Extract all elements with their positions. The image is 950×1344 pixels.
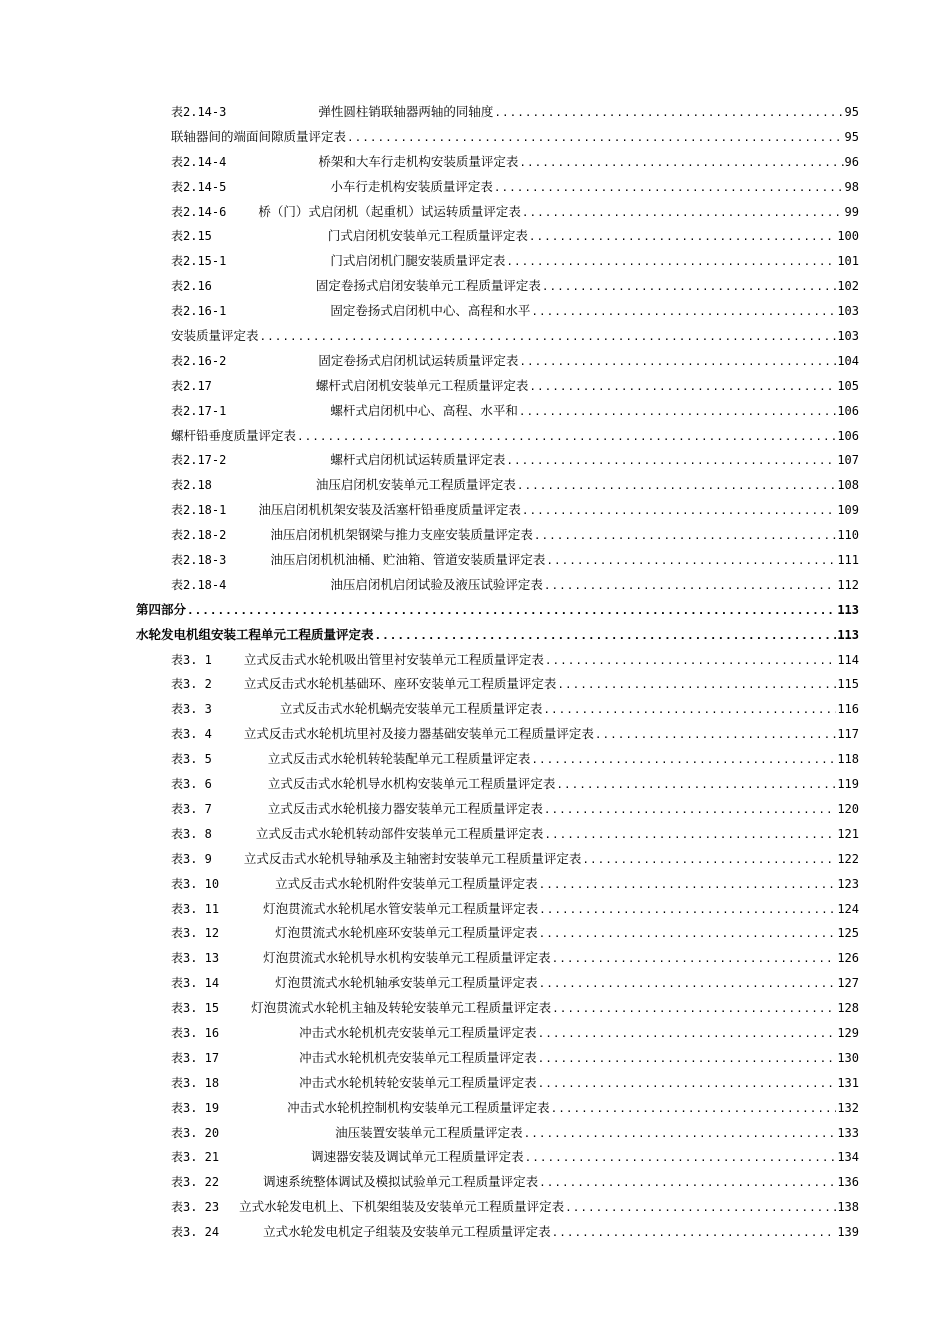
toc-entry-number: 表2.16: [171, 279, 212, 294]
toc-entry-title: 螺杆式启闭机安装单元工程质量评定表: [315, 377, 529, 393]
dot-leader: [545, 649, 836, 674]
toc-entry-page-number: 100: [837, 229, 859, 244]
toc-entry-line: [171, 1170, 859, 1196]
toc-entry-number: 表2.18-2: [171, 528, 227, 543]
toc-entry-number: 表3. 19: [171, 1100, 220, 1115]
dot-leader: [551, 1097, 837, 1122]
toc-entry-page-number: 116: [837, 702, 859, 717]
toc-entry[interactable]: [0, 523, 950, 548]
toc-entry-title: 油压启闭机机油桶、贮油箱、管道安装质量评定表: [270, 552, 546, 568]
toc-entry-number: 表2.18-4: [171, 577, 227, 592]
dot-leader: [494, 101, 843, 126]
dot-leader: [519, 350, 836, 375]
toc-entry[interactable]: [0, 897, 950, 922]
toc-entry[interactable]: [0, 399, 950, 424]
dot-leader: [538, 1072, 837, 1097]
toc-entry-line: [171, 971, 859, 997]
dot-leader: [529, 375, 836, 400]
table-of-contents: [0, 100, 950, 1245]
toc-entry-number: 表2.17-2: [171, 453, 227, 468]
toc-entry-number: 表2.14-4: [171, 154, 227, 169]
toc-entry[interactable]: [0, 1096, 950, 1121]
toc-entry-line: [171, 747, 859, 773]
toc-entry-number: 表2.18-1: [171, 503, 227, 518]
toc-entry[interactable]: [0, 324, 950, 349]
toc-entry-number: 表3. 16: [171, 1025, 220, 1040]
toc-entry-page-number: 106: [837, 403, 859, 418]
toc-entry-line: [171, 175, 859, 201]
toc-entry-page-number: 128: [837, 1001, 859, 1016]
toc-entry-page-number: 99: [844, 204, 859, 219]
toc-entry-title: 立式反击式水轮机蜗壳安装单元工程质量评定表: [279, 701, 543, 717]
dot-leader: [544, 798, 836, 823]
toc-entry-line: [171, 822, 859, 848]
toc-entry-line: [171, 797, 859, 823]
toc-entry-title: 立式反击式水轮机导轴承及主轴密封安装单元工程质量评定表: [243, 850, 582, 866]
toc-entry-line: [171, 722, 859, 748]
toc-entry-line: [171, 274, 859, 300]
toc-entry-page-number: 123: [837, 876, 859, 891]
dot-leader: [506, 449, 836, 474]
dot-leader: [552, 1221, 837, 1246]
toc-entry-page-number: 130: [837, 1050, 859, 1065]
toc-entry-page-number: 98: [844, 179, 859, 194]
toc-entry-title: 桥（门）式启闭机（起重机）试运转质量评定表: [258, 203, 521, 219]
toc-entry-page-number: 117: [837, 727, 859, 742]
dot-leader: [522, 499, 836, 524]
toc-section-heading[interactable]: [0, 623, 950, 648]
toc-entry[interactable]: [0, 498, 950, 523]
toc-entry-title: 固定卷扬式启闭安装单元工程质量评定表: [315, 278, 541, 294]
toc-entry-number: 表3. 22: [171, 1175, 220, 1190]
toc-entry-number: 表3. 10: [171, 876, 220, 891]
toc-entry-line: [171, 697, 859, 723]
toc-entry-number: 表3. 18: [171, 1075, 220, 1090]
toc-entry-title: 立式反击式水轮机吸出管里衬安装单元工程质量评定表: [243, 651, 544, 667]
toc-entry-line: [171, 473, 859, 499]
toc-entry-title: 门式启闭机安装单元工程质量评定表: [327, 228, 528, 244]
toc-entry-line: [171, 548, 859, 574]
toc-entry[interactable]: [0, 1071, 950, 1096]
toc-entry-line: [171, 150, 859, 176]
toc-entry-number: 表3. 20: [171, 1125, 220, 1140]
toc-entry[interactable]: [0, 573, 950, 598]
toc-entry[interactable]: [0, 249, 950, 274]
toc-entry-title: 螺杆式启闭机中心、高程、水平和: [330, 402, 518, 418]
toc-entry[interactable]: [0, 921, 950, 946]
toc-entry-number: 表3. 9: [171, 851, 212, 866]
toc-entry-title: 油压启闭机机架钢梁与推力支座安装质量评定表: [270, 527, 533, 543]
toc-entry[interactable]: [0, 1195, 950, 1220]
toc-entry-number: 表3. 2: [171, 677, 212, 692]
toc-entry-line: [171, 1145, 859, 1171]
dot-leader: [519, 151, 843, 176]
dot-leader: [519, 400, 836, 425]
toc-entry[interactable]: [0, 648, 950, 673]
dot-leader: [582, 848, 836, 873]
dot-leader: [544, 823, 836, 848]
toc-entry[interactable]: [0, 747, 950, 772]
toc-entry-page-number: 134: [837, 1150, 859, 1165]
toc-entry-page-number: 132: [837, 1100, 859, 1115]
toc-entry-line: [171, 1071, 859, 1097]
toc-entry-line: [171, 200, 859, 226]
toc-entry[interactable]: [0, 697, 950, 722]
toc-entry-line: [171, 249, 859, 275]
toc-entry-line: [171, 448, 859, 474]
toc-entry-title: 油压装置安装单元工程质量评定表: [335, 1124, 523, 1140]
dot-leader: [539, 898, 836, 923]
toc-entry-title: 油压启闭机启闭试验及液压试验评定表: [330, 576, 543, 592]
toc-entry-title: 冲击式水轮机机壳安装单元工程质量评定表: [299, 1024, 537, 1040]
toc-entry-line: [171, 672, 859, 698]
toc-entry-number: 表2.17-1: [171, 403, 227, 418]
toc-entry-title: 立式反击式水轮机附件安装单元工程质量评定表: [275, 875, 538, 891]
toc-entry-number: 表2.16-2: [171, 353, 227, 368]
dot-leader: [531, 748, 836, 773]
toc-entry-title: 立式反击式水轮机转动部件安装单元工程质量评定表: [255, 825, 544, 841]
toc-entry-page-number: 105: [837, 378, 859, 393]
toc-entry-line: [171, 872, 859, 898]
toc-entry-line: [171, 125, 859, 151]
toc-entry[interactable]: [0, 797, 950, 822]
toc-entry-title: 立式反击式水轮机转轮装配单元工程质量评定表: [267, 751, 531, 767]
toc-entry-title: 水轮发电机组安装工程单元工程质量评定表: [136, 626, 374, 642]
dot-leader: [522, 201, 844, 226]
toc-entry-number: 表3. 24: [171, 1225, 220, 1240]
toc-entry-title: 油压启闭机安装单元工程质量评定表: [315, 477, 516, 493]
toc-entry[interactable]: [0, 100, 950, 125]
toc-entry-number: 表3. 7: [171, 801, 212, 816]
toc-entry[interactable]: [0, 1046, 950, 1071]
toc-entry[interactable]: [0, 1145, 950, 1170]
dot-leader: [543, 698, 836, 723]
toc-entry-title: 灯泡贯流式水轮机座环安装单元工程质量评定表: [275, 925, 538, 941]
toc-entry-line: [171, 1046, 859, 1072]
toc-entry[interactable]: [0, 473, 950, 498]
dot-leader: [538, 1047, 837, 1072]
toc-entry-page-number: 106: [837, 428, 859, 443]
dot-leader: [524, 1122, 837, 1147]
toc-entry-number: 表2.17: [171, 378, 212, 393]
toc-entry-title: 立式反击式水轮机接力器安装单元工程质量评定表: [267, 800, 543, 816]
toc-entry[interactable]: [0, 1220, 950, 1245]
dot-leader: [556, 773, 836, 798]
toc-entry-title: 灯泡贯流式水轮机尾水管安装单元工程质量评定表: [263, 900, 539, 916]
toc-entry-page-number: 136: [837, 1175, 859, 1190]
toc-entry[interactable]: [0, 722, 950, 747]
toc-entry-line: [171, 946, 859, 972]
toc-entry-number: 表2.16-1: [171, 304, 227, 319]
toc-entry-page-number: 138: [837, 1200, 859, 1215]
toc-entry-number: 表3. 21: [171, 1150, 220, 1165]
toc-entry-page-number: 118: [837, 752, 859, 767]
toc-entry-number: 表2.18-3: [171, 553, 227, 568]
toc-entry-number: 表3. 4: [171, 727, 212, 742]
toc-entry-title: 螺杆式启闭机试运转质量评定表: [330, 452, 506, 468]
dot-leader: [297, 425, 836, 450]
toc-entry-number: 表3. 12: [171, 926, 220, 941]
toc-entry-page-number: 101: [837, 254, 859, 269]
toc-entry-page-number: 120: [837, 801, 859, 816]
toc-entry[interactable]: [0, 548, 950, 573]
dot-leader: [539, 972, 837, 997]
toc-entry[interactable]: [0, 996, 950, 1021]
toc-entry[interactable]: [0, 1121, 950, 1146]
toc-entry[interactable]: [0, 125, 950, 150]
toc-entry[interactable]: [0, 424, 950, 449]
toc-entry-line: [171, 324, 859, 350]
toc-entry-title: 灯泡贯流式水轮机轴承安装单元工程质量评定表: [275, 975, 538, 991]
toc-entry-page-number: 129: [837, 1025, 859, 1040]
toc-entry-number: 表3. 8: [171, 826, 212, 841]
toc-entry[interactable]: [0, 349, 950, 374]
toc-entry-page-number: 103: [837, 304, 859, 319]
toc-entry-title: 油压启闭机机架安装及活塞杆铅垂度质量评定表: [258, 502, 521, 518]
dot-leader: [494, 176, 844, 201]
toc-entry-title: 调速系统整体调试及模拟试验单元工程质量评定表: [263, 1174, 539, 1190]
dot-leader: [534, 524, 836, 549]
toc-entry-title: 第四部分: [136, 601, 187, 617]
toc-entry-number: 表3. 17: [171, 1050, 220, 1065]
toc-entry-page-number: 127: [837, 976, 859, 991]
toc-entry-number: 表3. 3: [171, 702, 212, 717]
toc-entry-title: 小车行走机构安装质量评定表: [330, 178, 493, 194]
toc-entry-title: 灯泡贯流式水轮机导水机构安装单元工程质量评定表: [263, 950, 551, 966]
toc-entry-title: 立式反击式水轮机坑里衬及接力器基础安装单元工程质量评定表: [243, 726, 594, 742]
toc-entry-line: [171, 573, 859, 599]
toc-entry-page-number: 110: [837, 528, 859, 543]
toc-entry-title: 安装质量评定表: [171, 328, 259, 344]
toc-entry-title: 调速器安装及调试单元工程质量评定表: [311, 1149, 524, 1165]
toc-entry-page-number: 109: [837, 503, 859, 518]
toc-entry-title: 联轴器间的端面间隙质量评定表: [171, 128, 347, 144]
toc-entry-number: 表2.14-6: [171, 204, 227, 219]
dot-leader: [557, 673, 836, 698]
dot-leader: [552, 947, 837, 972]
dot-leader: [506, 250, 836, 275]
toc-entry[interactable]: [0, 847, 950, 872]
toc-entry-page-number: 103: [837, 329, 859, 344]
toc-entry-number: 表3. 23: [171, 1200, 220, 1215]
toc-entry[interactable]: [0, 299, 950, 324]
toc-entry-page-number: 112: [837, 577, 859, 592]
toc-entry-number: 表3. 1: [171, 652, 212, 667]
toc-entry-title: 立式反击式水轮机基础环、座环安装单元工程质量评定表: [243, 676, 557, 692]
toc-entry-number: 表2.15-1: [171, 254, 227, 269]
dot-leader: [375, 624, 837, 649]
toc-entry-line: [171, 921, 859, 947]
toc-entry-title: 固定卷扬式启闭机试运转质量评定表: [318, 352, 519, 368]
toc-entry[interactable]: [0, 224, 950, 249]
dot-leader: [529, 225, 836, 250]
dot-leader: [525, 1146, 837, 1171]
toc-entry-title: 冲击式水轮机机壳安装单元工程质量评定表: [299, 1049, 537, 1065]
toc-entry-title: 立式水轮发电机上、下机架组装及安装单元工程质量评定表: [239, 1199, 565, 1215]
toc-entry-page-number: 139: [837, 1225, 859, 1240]
toc-entry-title: 弹性圆柱销联轴器两轴的同轴度: [318, 104, 494, 119]
toc-entry-number: 表2.15: [171, 229, 212, 244]
toc-entry-number: 表3. 6: [171, 777, 212, 792]
toc-entry-page-number: 108: [837, 478, 859, 493]
toc-entry-line: [171, 1096, 859, 1122]
dot-leader: [539, 1171, 836, 1196]
toc-entry[interactable]: [0, 448, 950, 473]
dot-leader: [539, 873, 837, 898]
toc-entry-number: 表2.14-3: [171, 105, 227, 119]
dot-leader: [187, 599, 836, 624]
dot-leader: [544, 574, 836, 599]
toc-entry[interactable]: [0, 822, 950, 847]
toc-entry-title: 冲击式水轮机控制机构安装单元工程质量评定表: [287, 1099, 550, 1115]
toc-entry-line: [171, 523, 859, 549]
toc-entry-line: [171, 897, 859, 923]
toc-entry-page-number: 104: [837, 353, 859, 368]
dot-leader: [260, 325, 837, 350]
toc-entry-title: 立式反击式水轮机导水机构安装单元工程质量评定表: [267, 776, 556, 792]
dot-leader: [565, 1196, 836, 1221]
toc-entry-page-number: 122: [837, 851, 859, 866]
toc-entry-line: [171, 424, 859, 450]
dot-leader: [552, 997, 836, 1022]
toc-entry-number: 表3. 14: [171, 976, 220, 991]
toc-entry-page-number: 96: [844, 154, 859, 169]
toc-entry-title: 螺杆铅垂度质量评定表: [171, 427, 297, 443]
toc-entry-page-number: 113: [837, 602, 859, 617]
toc-entry[interactable]: [0, 672, 950, 697]
toc-entry-page-number: 125: [837, 926, 859, 941]
toc-entry-page-number: 121: [837, 826, 859, 841]
toc-entry-number: 表2.18: [171, 478, 212, 493]
toc-entry-line: [171, 847, 859, 873]
toc-entry[interactable]: [0, 150, 950, 175]
toc-entry-title: 固定卷扬式启闭机中心、高程和水平: [330, 303, 531, 319]
toc-entry-line: [171, 1021, 859, 1047]
toc-entry-page-number: 114: [837, 652, 859, 667]
toc-entry-number: 表3. 15: [171, 1001, 220, 1016]
toc-entry-line: [171, 399, 859, 425]
toc-entry-line: [171, 349, 859, 375]
toc-entry-page-number: 95: [844, 105, 859, 119]
dot-leader: [595, 723, 836, 748]
toc-entry-page-number: 133: [837, 1125, 859, 1140]
toc-entry-line: [171, 1121, 859, 1147]
toc-entry-title: 冲击式水轮机转轮安装单元工程质量评定表: [299, 1074, 537, 1090]
toc-entry-number: 表3. 11: [171, 901, 220, 916]
toc-entry[interactable]: [0, 175, 950, 200]
toc-entry-number: 表3. 13: [171, 951, 220, 966]
dot-leader: [546, 549, 836, 574]
toc-entry[interactable]: [0, 374, 950, 399]
toc-entry-page-number: 107: [837, 453, 859, 468]
toc-entry-page-number: 102: [837, 279, 859, 294]
toc-entry-line: [136, 623, 859, 649]
toc-entry-page-number: 131: [837, 1075, 859, 1090]
toc-section-heading[interactable]: [0, 598, 950, 623]
toc-entry-line: [171, 772, 859, 798]
dot-leader: [517, 474, 836, 499]
toc-entry-title: 立式水轮发电机定子组装及安装单元工程质量评定表: [263, 1224, 551, 1240]
toc-entry-page-number: 113: [837, 627, 859, 642]
toc-entry[interactable]: [0, 772, 950, 797]
toc-entry[interactable]: [0, 200, 950, 225]
toc-entry[interactable]: [0, 971, 950, 996]
toc-entry-title: 灯泡贯流式水轮机主轴及转轮安装单元工程质量评定表: [251, 1000, 552, 1016]
toc-entry-page-number: 126: [837, 951, 859, 966]
toc-entry-number: 表2.14-5: [171, 179, 227, 194]
toc-entry-line: [171, 498, 859, 524]
toc-entry-line: [171, 374, 859, 400]
toc-entry-page-number: 95: [844, 129, 859, 144]
toc-entry-line: [171, 299, 859, 325]
toc-entry-title: 门式启闭机门腿安装质量评定表: [330, 253, 506, 269]
toc-entry-line: [171, 224, 859, 250]
toc-entry-line: [171, 648, 859, 674]
toc-entry-page-number: 115: [837, 677, 859, 692]
toc-entry[interactable]: [0, 1021, 950, 1046]
toc-entry-number: 表3. 5: [171, 752, 212, 767]
toc-entry-line: [136, 598, 859, 624]
toc-entry-line: [171, 1195, 859, 1221]
dot-leader: [538, 1022, 837, 1047]
toc-entry-line: [171, 996, 859, 1022]
toc-entry[interactable]: [0, 1170, 950, 1195]
toc-entry[interactable]: [0, 274, 950, 299]
toc-entry-title: 桥架和大车行走机构安装质量评定表: [318, 153, 519, 169]
toc-entry-page-number: 111: [837, 553, 859, 568]
dot-leader: [539, 922, 837, 947]
toc-entry[interactable]: [0, 872, 950, 897]
toc-entry[interactable]: [0, 946, 950, 971]
dot-leader: [542, 275, 836, 300]
toc-entry-line: [171, 1220, 859, 1246]
dot-leader: [347, 126, 844, 151]
toc-entry-page-number: 124: [837, 901, 859, 916]
toc-entry-page-number: 119: [837, 777, 859, 792]
toc-entry-line: [171, 100, 859, 126]
dot-leader: [531, 300, 836, 325]
